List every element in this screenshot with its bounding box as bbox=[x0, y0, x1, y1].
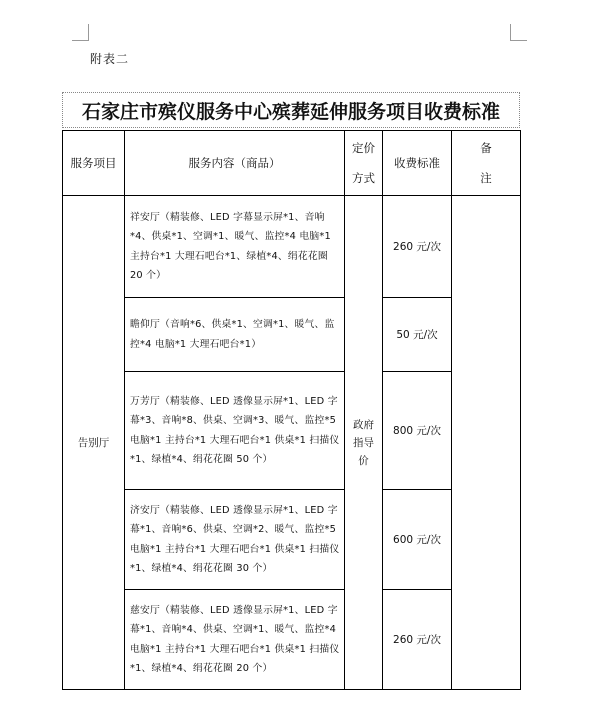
header-method bbox=[345, 131, 383, 196]
header-remark bbox=[452, 131, 521, 196]
table-row bbox=[63, 196, 521, 298]
annex-label: 附表二 bbox=[90, 52, 130, 66]
fee-cell: 260 元/次 bbox=[383, 196, 452, 298]
header-method-line2: 方式 bbox=[352, 171, 375, 185]
header-remark-line2: 注 bbox=[480, 171, 492, 185]
method-text: 政府指导价 bbox=[352, 418, 374, 467]
content-cell: 祥安厅（精装修、LED 字幕显示屏*1、音响*4、供桌*1、空调*1、暖气、监控*4 电脑*1 主持台*1 大理石吧台*1、绿植*4、绢花花圈 20 个） bbox=[125, 196, 345, 298]
project-cell: 告别厅 bbox=[63, 196, 125, 690]
header-project: 服务项目 bbox=[63, 131, 125, 196]
fee-cell: 50 元/次 bbox=[383, 298, 452, 372]
margin-mark-top-left bbox=[72, 24, 89, 41]
header-fee: 收费标准 bbox=[383, 131, 452, 196]
remark-cell bbox=[452, 196, 521, 690]
content-cell: 万芳厅（精装修、LED 透像显示屏*1、LED 字幕*3、音响*8、供桌、空调*3、暖气、监控*5 电脑*1 主持台*1 大理石吧台*1 供桌*1 扫描仪*1、绿植*4、绢花花圈 50 个） bbox=[125, 372, 345, 490]
content-cell: 慈安厅（精装修、LED 透像显示屏*1、LED 字幕*1、音响*4、供桌、空调*1、暖气、监控*4 电脑*1 主持台*1 大理石吧台*1 供桌*1 扫描仪*1、绿植*4、绢花花圈 20 个） bbox=[125, 590, 345, 690]
margin-mark-top-right bbox=[510, 24, 527, 41]
fee-cell: 260 元/次 bbox=[383, 590, 452, 690]
fee-cell: 600 元/次 bbox=[383, 490, 452, 590]
content-cell: 济安厅（精装修、LED 透像显示屏*1、LED 字幕*1、音响*6、供桌、空调*2、暖气、监控*5 电脑*1 主持台*1 大理石吧台*1 供桌*1 扫描仪*1、绿植*4、绢花花圈 30 个） bbox=[125, 490, 345, 590]
header-remark-line1: 备 bbox=[480, 141, 492, 155]
content-cell: 瞻仰厅（音响*6、供桌*1、空调*1、暖气、监控*4 电脑*1 大理石吧台*1） bbox=[125, 298, 345, 372]
table-header-row bbox=[63, 131, 521, 196]
fee-table bbox=[62, 130, 521, 690]
fee-cell: 800 元/次 bbox=[383, 372, 452, 490]
method-cell bbox=[345, 196, 383, 690]
header-method-line1: 定价 bbox=[352, 141, 375, 155]
header-content: 服务内容（商品） bbox=[125, 131, 345, 196]
document-title: 石家庄市殡仪服务中心殡葬延伸服务项目收费标准 bbox=[62, 92, 520, 128]
